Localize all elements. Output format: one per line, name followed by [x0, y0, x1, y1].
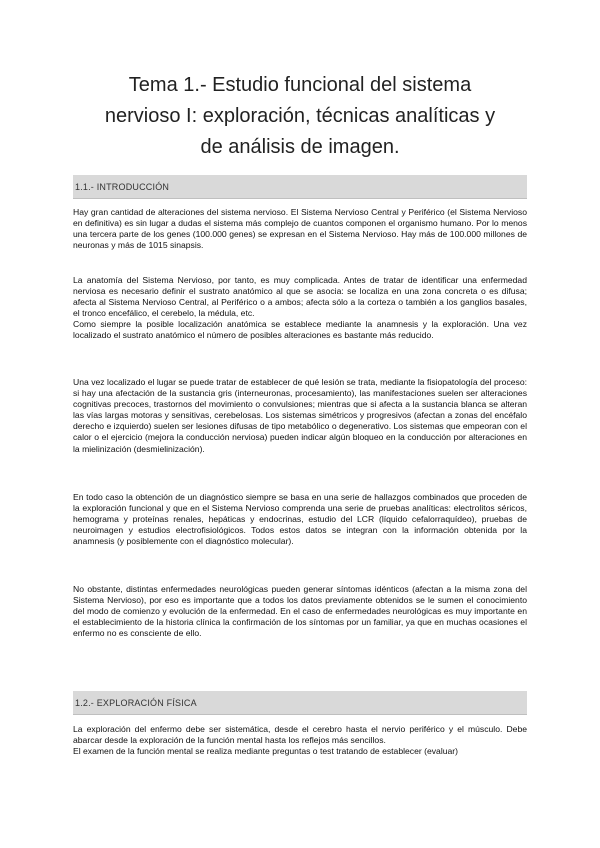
title-line-3: de análisis de imagen.	[200, 136, 400, 158]
section-heading-introduccion	[73, 175, 527, 199]
section-heading-text: 1.1.- INTRODUCCIÓN	[75, 182, 170, 192]
paragraph-text: En todo caso la obtención de un diagnóstico siempre se basa en una serie de hallazgos combinados que proceden de la exploración funcional y que en el Sistema Nervioso comprenda una serie de pruebas analíticas: electrolitos séricos, hemograma y proteínas renales, hepáticas y endocrinas, estudio del LCR (líquido cefalorraquídeo), pruebas de neuroimagen y estudios electrofisiológicos. Todos estos datos se integran con la información obtenida por la anamnesis (y posiblemente con el diagnóstico molecular).	[73, 492, 527, 547]
paragraph-intro-5	[73, 584, 527, 639]
paragraph-text: El examen de la función mental se realiza mediante preguntas o test tratando de establecer (evaluar)	[73, 746, 459, 757]
document-title	[60, 70, 540, 163]
paragraph-text: No obstante, distintas enfermedades neurológicas pueden generar síntomas idénticos (afectan a la misma zona del Sistema Nervioso), por eso es importante que a todos los datos previamente obtenidos se le sumen el conocimiento del modo de comienzo y evolución de la enfermedad. En el caso de enfermedades neurológicas es muy importante en el establecimiento de la historia clínica la confirmación de los síntomas por un familiar, ya que en muchas ocasiones el enfermo no es consciente de ello.	[73, 584, 527, 639]
title-line-2: nervioso I: exploración, técnicas analíticas y	[104, 105, 496, 127]
paragraph-text: La exploración del enfermo debe ser sistemática, desde el cerebro hasta el nervio periférico y el músculo. Debe abarcar desde la exploración de la función mental hasta los reflejos más sencillos.	[73, 724, 527, 746]
paragraph-text: La anatomía del Sistema Nervioso, por tanto, es muy complicada. Antes de tratar de identificar una enfermedad nerviosa es necesario definir el sustrato anatómico al que se asocia: se localiza en una zona concreta o es difusa; afecta al Sistema Nervioso Central, al Periférico o a ambos; afecta sólo a la corteza o también a los ganglios basales, el tronco encefálico, el cerebelo, la médula, etc.	[73, 275, 527, 319]
paragraph-text: Una vez localizado el lugar se puede tratar de establecer de qué lesión se trata, mediante la fisiopatología del proceso: si hay una afectación de la sustancia gris (interneuronas, procesamiento), las manifestaciones suelen ser alteraciones cognitivas precoces, trastornos del movimiento o convulsiones; mientras que si afecta a la sustancia blanca se alteran las vías largas motoras y sensitivas, cerebelosas. Los sistemas simétricos y progresivos (afectan a zonas del encéfalo derecho e izquierdo) suelen ser lesiones difusas de tipo metabólico o degenerativo. Los sistemas que empeoran con el calor o el ejercicio (mejora la conducción nerviosa) pueden indicar algún bloqueo en la conducción por alteraciones en la mielinización (desmielinización).	[73, 377, 527, 454]
section-heading-text: 1.2.- EXPLORACIÓN FÍSICA	[75, 698, 197, 708]
paragraph-intro-4	[73, 492, 527, 547]
paragraph-text: Como siempre la posible localización anatómica se establece mediante la anamnesis y la exploración. Una vez localizado el sustrato anatómico el número de posibles alteraciones es bastante más reducido.	[73, 319, 527, 341]
section-heading-exploracion-fisica	[73, 691, 527, 715]
paragraph-intro-2	[73, 275, 527, 342]
paragraph-text: Hay gran cantidad de alteraciones del sistema nervioso. El Sistema Nervioso Central y Periférico (el Sistema Nervioso en definitiva) es sin lugar a dudas el sistema más complejo de cuantos componen el organismo humano. Por lo menos una tercera parte de los genes (100.000 genes) se expresan en el Sistema Nervioso. Hay más de 100.000 millones de neuronas y más de 1015 sinapsis.	[73, 207, 527, 251]
paragraph-exploracion-1	[73, 724, 527, 757]
paragraph-intro-3	[73, 377, 527, 455]
title-line-1: Tema 1.- Estudio funcional del sistema	[128, 74, 472, 96]
paragraph-intro-1	[73, 207, 527, 251]
